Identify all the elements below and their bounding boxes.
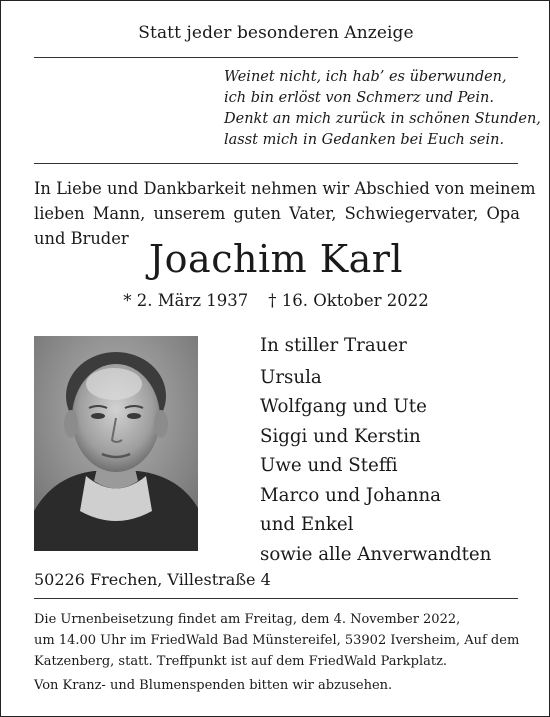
mourner-name: Marco und Johanna	[260, 484, 441, 506]
mourner-name: Siggi und Kerstin	[260, 425, 421, 447]
mourners-list	[260, 331, 530, 569]
header-rule	[34, 57, 518, 58]
poem-rule	[34, 163, 518, 164]
life-dates	[1, 291, 550, 310]
intro-word: Mann,	[92, 204, 146, 223]
poem-line: lasst mich in Gedanken bei Euch sein.	[224, 132, 505, 148]
burial-notice	[34, 609, 524, 672]
mourner-name: Ursula	[260, 366, 322, 388]
address-rule	[34, 598, 518, 599]
poem-line: Weinet nicht, ich hab’ es überwunden,	[224, 69, 507, 85]
poem-line: Denkt an mich zurück in schönen Stunden,	[224, 111, 541, 127]
deceased-name: Joachim Karl	[148, 237, 404, 281]
intro-word: Opa	[486, 204, 520, 223]
portrait-photo	[34, 336, 198, 551]
intro-line-3: und Bruder	[34, 229, 129, 248]
notice-line: Die Urnenbeisetzung findet am Freitag, dem 4. November 2022,	[34, 612, 461, 627]
mourner-name: sowie alle Anverwandten	[260, 543, 492, 565]
intro-line-1: In Liebe und Dankbarkeit nehmen wir Abschied von meinem	[34, 179, 536, 198]
intro-word: guten	[233, 204, 281, 223]
intro-word: Vater,	[289, 204, 337, 223]
poem-line: ich bin erlöst von Schmerz und Pein.	[224, 90, 494, 106]
mourning-label: In stiller Trauer	[260, 335, 407, 356]
intro-word: lieben	[34, 204, 85, 223]
header-text: Statt jeder besonderen Anzeige	[138, 23, 414, 43]
mourner-name: Wolfgang und Ute	[260, 396, 427, 417]
mourner-name: und Enkel	[260, 514, 354, 535]
portrait-illustration	[34, 336, 198, 551]
mourner-name: Uwe und Steffi	[260, 455, 398, 476]
address: 50226 Frechen, Villestraße 4	[34, 570, 271, 589]
notice-line: um 14.00 Uhr im FriedWald Bad Münstereifel, 53902 Iversheim, Auf dem	[34, 633, 520, 648]
notice-line: Katzenberg, statt. Treffpunkt ist auf dem FriedWald Parkplatz.	[34, 654, 448, 669]
intro-line-2	[34, 201, 520, 226]
poem	[224, 67, 541, 151]
intro-word: unserem	[153, 204, 226, 223]
flowers-note: Von Kranz- und Blumenspenden bitten wir abzusehen.	[34, 678, 393, 693]
intro-word: Schwiegervater,	[344, 204, 479, 223]
birth-date: * 2. März 1937	[123, 291, 249, 310]
death-date: † 16. Oktober 2022	[268, 291, 429, 310]
